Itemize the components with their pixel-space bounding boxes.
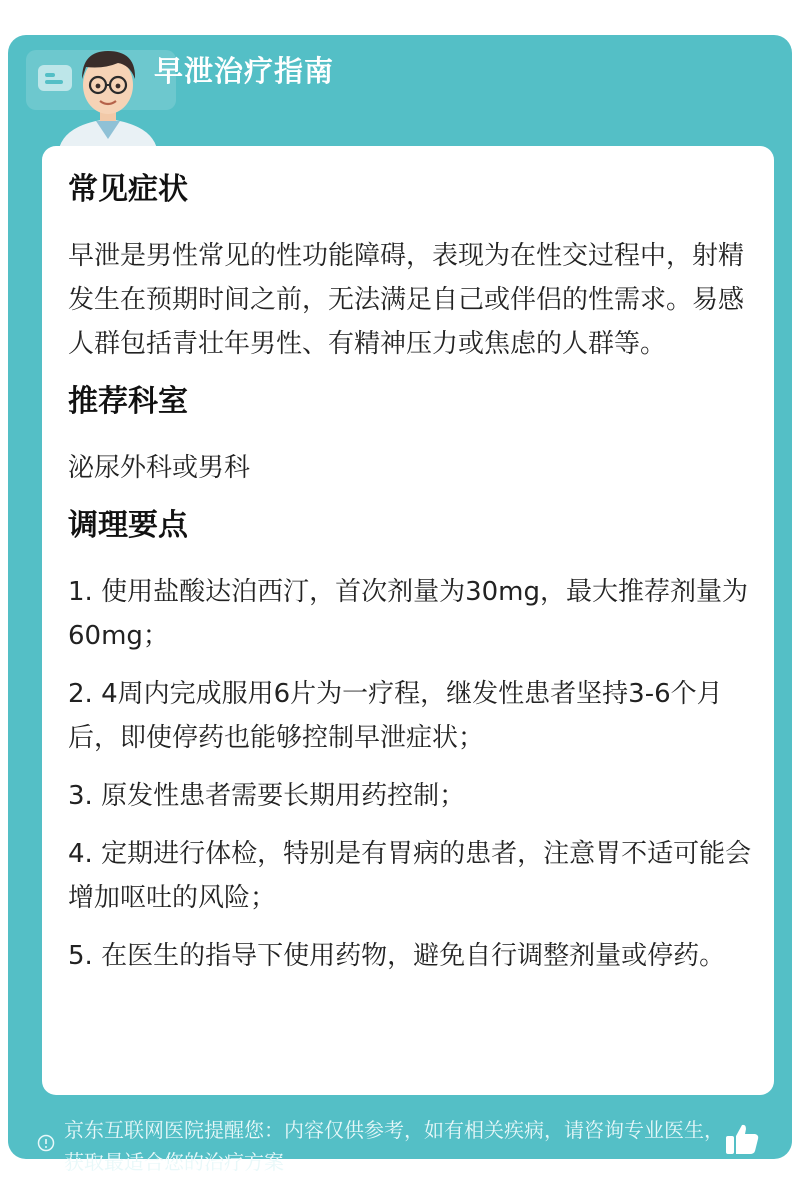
page-title: 早泄治疗指南 — [154, 54, 335, 88]
footer — [8, 1072, 792, 1174]
list-item: 2. 4周内完成服用6片为一疗程，继发性患者坚持3-6个月后，即使停药也能够控制早泄症状； — [68, 679, 723, 753]
section-title-department: 推荐科室 — [68, 384, 188, 419]
content-card — [42, 146, 774, 1095]
section-title-care: 调理要点 — [68, 508, 188, 543]
list-item: 5. 在医生的指导下使用药物，避免自行调整剂量或停药。 — [68, 941, 726, 971]
guide-frame — [8, 35, 792, 1174]
footer-notice: 京东互联网医院提醒您：内容仅供参考，如有相关疾病，请咨询专业医生，获取最适合您的治疗方案 — [64, 1118, 724, 1174]
thumbs-up-icon[interactable] — [724, 1122, 760, 1156]
info-icon — [37, 1134, 55, 1152]
section-title-symptoms: 常见症状 — [68, 172, 188, 207]
card-content — [68, 168, 753, 992]
list-item: 1. 使用盐酸达泊西汀，首次剂量为30mg，最大推荐剂量为60mg； — [68, 577, 748, 651]
doctor-avatar — [48, 43, 168, 155]
list-item: 4. 定期进行体检，特别是有胃病的患者，注意胃不适可能会增加呕吐的风险； — [68, 839, 752, 913]
section-body-department: 泌尿外科或男科 — [68, 453, 251, 483]
section-body-symptoms: 早泄是男性常见的性功能障碍，表现为在性交过程中，射精发生在预期时间之前，无法满足自己或伴侣的性需求。易感人群包括青壮年男性、有精神压力或焦虑的人群等。 — [68, 241, 745, 359]
list-item: 3. 原发性患者需要长期用药控制； — [68, 781, 466, 811]
